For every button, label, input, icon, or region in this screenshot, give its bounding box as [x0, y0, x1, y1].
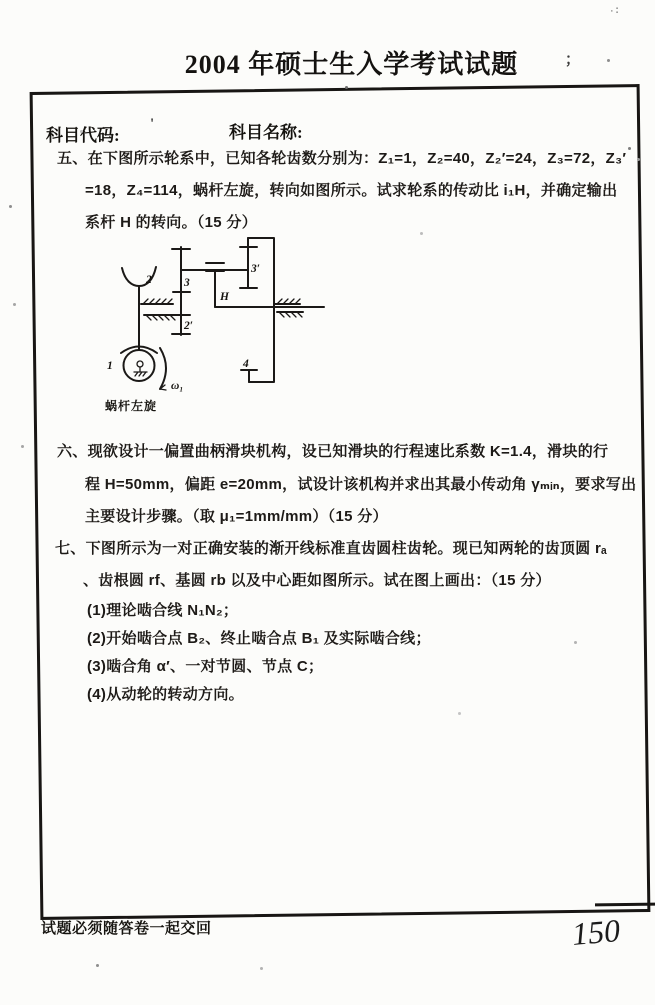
label-gear2p: 2′	[184, 320, 193, 332]
scan-noise-dots	[0, 0, 3, 3]
label-worm: 1	[107, 360, 113, 372]
gear-train-diagram	[88, 228, 340, 418]
label-gear3p: 3′	[251, 263, 260, 275]
question-5-line-3: 系杆 H 的转向。（15 分）	[85, 214, 258, 231]
content-border-box	[30, 84, 651, 920]
ink-speck-mark: '	[150, 116, 155, 132]
ink-speck-mark: ·∶	[610, 5, 621, 17]
right-frame	[248, 238, 274, 382]
handwritten-page-number: 150	[570, 911, 622, 953]
label-gear3: 3	[184, 277, 190, 289]
subject-name-label: 科目名称:	[229, 123, 303, 142]
label-carrier-h: H	[220, 291, 229, 303]
question-5-line-1: 五、在下图所示轮系中，已知各轮齿数分别为：Z₁=1，Z₂=40，Z₂′=24，Z₃=72，Z₃′	[57, 150, 627, 167]
label-gear2: 2	[146, 274, 152, 286]
label-gear4: 4	[243, 358, 249, 370]
question-7-item-2: (2)开始啮合点 B₂、终止啮合点 B₁ 及实际啮合线；	[87, 630, 431, 647]
question-6-line-1: 六、现欲设计一偏置曲柄滑块机构，设已知滑块的行程速比系数 K=1.4，滑块的行	[57, 443, 609, 460]
ink-speck-mark: ；	[565, 52, 581, 68]
diagram-caption: 蜗杆左旋	[105, 399, 158, 413]
question-6-line-2: 程 H=50mm，偏距 e=20mm，试设计该机构并求出其最小传动角 γₘᵢₙ，要求写出	[85, 476, 637, 493]
gear4-shaft	[241, 370, 257, 382]
question-6-line-3: 主要设计步骤。（取 μ₁=1mm/mm）（15 分）	[85, 508, 388, 525]
question-7-line-1: 七、下图所示为一对正确安装的渐开线标准直齿圆柱齿轮。现已知两轮的齿顶圆 rₐ	[55, 540, 608, 557]
label-omega1: ω₁	[171, 380, 184, 392]
footer-return-note: 试题必须随答卷一起交回	[41, 920, 212, 937]
question-7-line-2: 、齿根圆 rf、基圆 rb 以及中心距如图所示。试在图上画出：（15 分）	[83, 572, 551, 589]
page-title: 2004 年硕士生入学考试试题	[184, 50, 519, 79]
question-7-item-3: (3)啮合角 α′、一对节圆、节点 C；	[87, 658, 324, 675]
worm-thread-stem	[134, 367, 147, 376]
question-5-line-2: =18，Z₄=114，蜗杆左旋，转向如图所示。试求轮系的传动比 i₁H，并确定输出	[85, 182, 618, 199]
question-7-item-4: (4)从动轮的转动方向。	[87, 686, 244, 703]
omega1-arrow	[160, 348, 166, 389]
worm-thread-glyph	[137, 361, 143, 367]
question-7-item-1: (1)理论啮合线 N₁N₂；	[87, 602, 239, 619]
subject-code-label: 科目代码:	[46, 126, 120, 145]
